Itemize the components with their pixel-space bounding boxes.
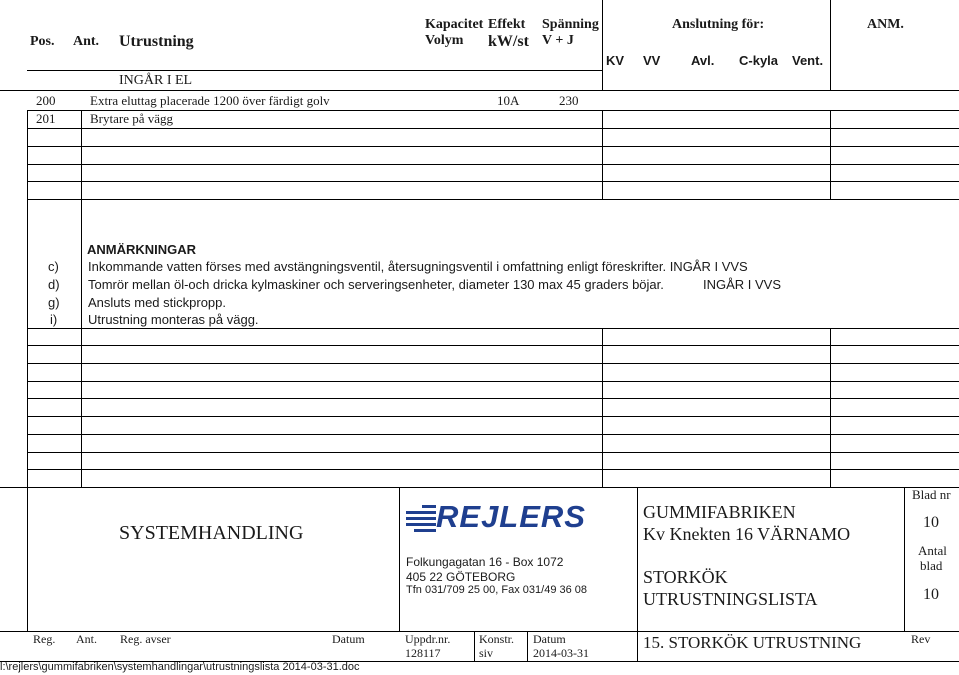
- note-key: i): [50, 312, 58, 327]
- sub-kv: KV: [606, 53, 625, 68]
- grid-line: [602, 328, 603, 487]
- tb-line: [527, 631, 528, 661]
- grid-line: [27, 199, 959, 200]
- footer-uppdr-value: 128117: [405, 646, 441, 660]
- address-line: Folkungagatan 16 - Box 1072: [406, 555, 564, 569]
- grid-line: [27, 110, 28, 487]
- tb-line: [399, 487, 400, 631]
- col-pos: Pos.: [30, 34, 55, 49]
- row-text: Brytare på vägg: [90, 111, 174, 126]
- grid-line: [27, 181, 959, 182]
- footer-uppdr: Uppdr.nr.: [405, 632, 451, 646]
- row-effekt: 10A: [497, 93, 520, 108]
- col-vj: V + J: [542, 33, 574, 48]
- note-text: Tomrör mellan öl-och dricka kylmaskiner och serveringsenheter, diameter 130 max 45 graders böjar.: [88, 277, 664, 292]
- note-extra: INGÅR I VVS: [703, 277, 782, 292]
- grid-line: [81, 110, 82, 487]
- footer-konstr-value: siv: [479, 646, 494, 660]
- logo-text: REJLERS: [436, 499, 586, 534]
- tb-line: [27, 487, 28, 631]
- sub-ckyla: C-kyla: [739, 53, 779, 68]
- grid-line: [830, 328, 831, 487]
- col-volym: Volym: [425, 33, 464, 48]
- project-line1: GUMMIFABRIKEN: [643, 502, 796, 522]
- grid-line: [27, 70, 602, 71]
- grid-line: [27, 469, 959, 470]
- subject-line1: STORKÖK: [643, 567, 728, 587]
- systemhandling-title: SYSTEMHANDLING: [119, 522, 304, 544]
- footer-konstr: Konstr.: [479, 632, 515, 646]
- address-line: 405 22 GÖTEBORG: [406, 570, 516, 584]
- col-anslutning: Anslutning för:: [672, 17, 765, 32]
- grid-line: [27, 434, 959, 435]
- grid-line: [27, 363, 959, 364]
- grid-line: [830, 110, 831, 200]
- col-spanning: Spänning: [542, 17, 599, 32]
- note-text: Inkommande vatten förses med avstängningsventil, återsugningsventil i omfattning enligt föreskrifter. INGÅR I VVS: [88, 259, 748, 274]
- footer-rev: Rev: [911, 632, 931, 646]
- grid-line: [27, 416, 959, 417]
- grid-line: [27, 128, 959, 129]
- tb-line: [637, 631, 638, 661]
- blad-nr-label: Blad nr: [912, 487, 951, 502]
- col-utrustning: Utrustning: [119, 33, 194, 50]
- note-key: c): [48, 259, 59, 274]
- footer-filepath: l:\rejlers\gummifabriken\systemhandlingar\utrustningslista 2014-03-31.doc: [0, 661, 360, 673]
- grid-line: [27, 452, 959, 453]
- sub-vent: Vent.: [792, 53, 824, 68]
- grid-line: [27, 398, 959, 399]
- footer-reg: Reg.: [33, 632, 56, 646]
- row-spanning: 230: [559, 93, 579, 108]
- footer-datum2: Datum: [533, 632, 566, 646]
- project-line2: Kv Knekten 16 VÄRNAMO: [643, 524, 851, 544]
- footer-datum: Datum: [332, 632, 365, 646]
- sub-avl: Avl.: [691, 53, 715, 68]
- grid-line: [0, 487, 959, 488]
- col-anm: ANM.: [867, 17, 904, 32]
- tb-line: [474, 631, 475, 661]
- tb-line: [637, 487, 638, 631]
- note-key: g): [48, 295, 60, 310]
- row-text: Extra eluttag placerade 1200 över färdigt golv: [90, 93, 330, 108]
- col-kapacitet: Kapacitet: [425, 17, 484, 32]
- sub-vv: VV: [643, 53, 661, 68]
- note-text: Ansluts med stickpropp.: [88, 295, 227, 310]
- grid-line: [27, 328, 959, 329]
- note-key: d): [48, 277, 60, 292]
- subject-line2: UTRUSTNINGSLISTA: [643, 589, 818, 609]
- notes-heading: ANMÄRKNINGAR: [87, 242, 197, 257]
- tb-line: [904, 487, 905, 631]
- grid-line: [0, 90, 959, 91]
- grid-line: [830, 0, 831, 90]
- grid-line: [27, 381, 959, 382]
- col-effekt: Effekt: [488, 17, 526, 32]
- grid-line: [27, 164, 959, 165]
- antal-value: 10: [923, 586, 939, 603]
- row-pos: 200: [36, 93, 56, 108]
- grid-line: [27, 146, 959, 147]
- grid-line: [602, 0, 603, 90]
- row-pos: 201: [36, 111, 56, 126]
- antal-label: Antal: [918, 543, 947, 558]
- address-line: Tfn 031/709 25 00, Fax 031/49 36 08: [406, 584, 588, 596]
- col-ant: Ant.: [73, 34, 100, 49]
- footer-reg-avser: Reg. avser: [120, 632, 171, 646]
- blad-nr-value: 10: [923, 514, 939, 531]
- blad-label: blad: [920, 558, 943, 573]
- footer-doc-title: 15. STORKÖK UTRUSTNING: [643, 633, 862, 652]
- note-text: Utrustning monteras på vägg.: [88, 312, 259, 327]
- group-heading: INGÅR I EL: [119, 73, 193, 88]
- rejlers-logo: [406, 499, 601, 536]
- grid-line: [27, 345, 959, 346]
- footer-ant: Ant.: [76, 632, 97, 646]
- footer-datum2-value: 2014-03-31: [533, 646, 589, 660]
- col-kwst: kW/st: [488, 33, 529, 50]
- grid-line: [602, 110, 603, 200]
